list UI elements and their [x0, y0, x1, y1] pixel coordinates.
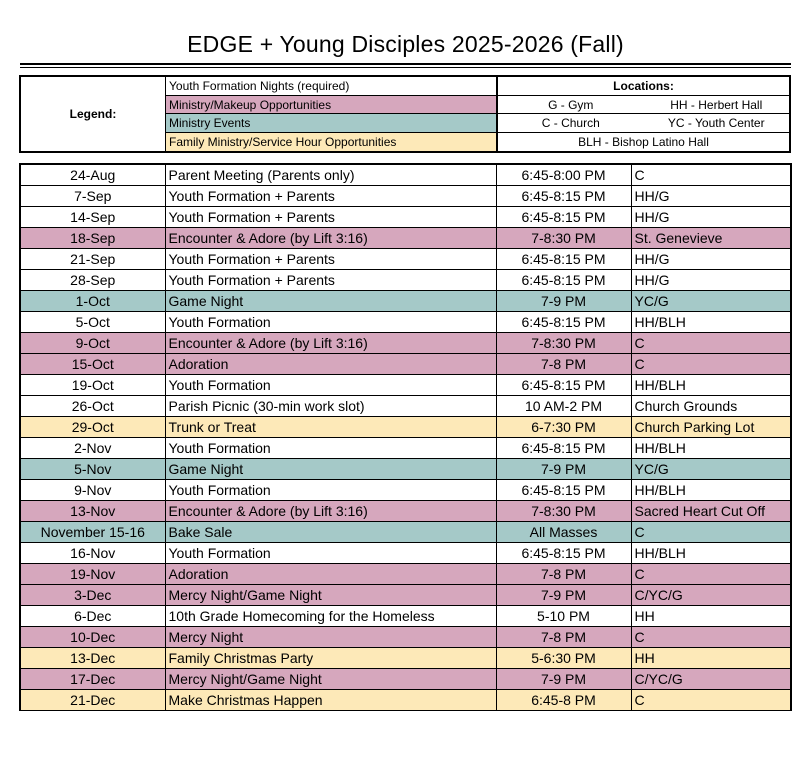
event-time: 7-8 PM [496, 627, 631, 648]
event-name: Adoration [165, 354, 496, 375]
schedule-row [20, 522, 791, 543]
schedule-row [20, 417, 791, 438]
event-location: HH [631, 648, 791, 669]
event-time: 7-8 PM [496, 354, 631, 375]
location-herbert-hall: HH - Herbert Hall [670, 97, 763, 112]
event-location: HH/G [631, 207, 791, 228]
event-location: C [631, 627, 791, 648]
locations-key [498, 77, 789, 151]
event-location: HH/G [631, 270, 791, 291]
schedule-row [20, 249, 791, 270]
event-location: C [631, 522, 791, 543]
schedule-row [20, 585, 791, 606]
event-location: HH/BLH [631, 375, 791, 396]
event-date: 18-Sep [20, 228, 165, 249]
legend-item-ministry: Ministry Events [166, 114, 496, 133]
schedule-row [20, 291, 791, 312]
event-date: 13-Dec [20, 648, 165, 669]
event-date: 5-Oct [20, 312, 165, 333]
event-location: HH [631, 606, 791, 627]
event-time: 6:45-8:15 PM [496, 270, 631, 291]
schedule-row [20, 186, 791, 207]
schedule-row [20, 207, 791, 228]
event-name: Mercy Night/Game Night [165, 585, 496, 606]
event-date: 7-Sep [20, 186, 165, 207]
location-gym: G - Gym [548, 97, 594, 112]
event-time: All Masses [496, 522, 631, 543]
event-date: 19-Nov [20, 564, 165, 585]
event-location: YC/G [631, 459, 791, 480]
event-location: Sacred Heart Cut Off [631, 501, 791, 522]
event-location: HH/BLH [631, 480, 791, 501]
legend-item-family: Family Ministry/Service Hour Opportunities [166, 133, 496, 152]
event-location: HH/BLH [631, 438, 791, 459]
event-name: Game Night [165, 459, 496, 480]
schedule-row [20, 396, 791, 417]
event-date: 5-Nov [20, 459, 165, 480]
event-time: 7-8:30 PM [496, 333, 631, 354]
event-date: 6-Dec [20, 606, 165, 627]
schedule-row [20, 564, 791, 585]
event-location: HH/G [631, 186, 791, 207]
title-rule [20, 63, 791, 65]
event-name: Mercy Night [165, 627, 496, 648]
event-time: 7-9 PM [496, 459, 631, 480]
event-date: 26-Oct [20, 396, 165, 417]
event-time: 7-9 PM [496, 291, 631, 312]
location-bishop-latino-hall: BLH - Bishop Latino Hall [578, 134, 709, 149]
event-name: Adoration [165, 564, 496, 585]
event-name: Youth Formation [165, 480, 496, 501]
event-location: C [631, 354, 791, 375]
schedule-row [20, 648, 791, 669]
schedule-table [19, 163, 792, 711]
event-time: 6:45-8:15 PM [496, 249, 631, 270]
schedule-row [20, 312, 791, 333]
legend-items [166, 77, 498, 151]
event-name: Youth Formation + Parents [165, 249, 496, 270]
schedule-row [20, 438, 791, 459]
event-name: Family Christmas Party [165, 648, 496, 669]
event-date: 17-Dec [20, 669, 165, 690]
location-youth-center: YC - Youth Center [667, 116, 765, 130]
event-location: HH/G [631, 249, 791, 270]
schedule-row [20, 627, 791, 648]
locations-row [498, 114, 789, 133]
event-name: Bake Sale [165, 522, 496, 543]
event-date: 16-Nov [20, 543, 165, 564]
location-church: C - Church [541, 116, 600, 130]
page-title: EDGE + Young Disciples 2025-2026 (Fall) [187, 31, 624, 57]
event-time: 6:45-8:15 PM [496, 480, 631, 501]
event-name: Youth Formation + Parents [165, 207, 496, 228]
event-name: Mercy Night/Game Night [165, 669, 496, 690]
event-time: 6:45-8:15 PM [496, 186, 631, 207]
event-location: St. Genevieve [631, 228, 791, 249]
event-date: 29-Oct [20, 417, 165, 438]
event-date: 21-Sep [20, 249, 165, 270]
event-time: 6:45-8:00 PM [496, 164, 631, 186]
schedule-row [20, 354, 791, 375]
event-name: Game Night [165, 291, 496, 312]
schedule-row [20, 459, 791, 480]
event-name: Youth Formation [165, 438, 496, 459]
event-time: 5-10 PM [496, 606, 631, 627]
schedule-row [20, 375, 791, 396]
event-date: 3-Dec [20, 585, 165, 606]
event-date: 9-Nov [20, 480, 165, 501]
event-date: 14-Sep [20, 207, 165, 228]
event-date: 15-Oct [20, 354, 165, 375]
event-name: Encounter & Adore (by Lift 3:16) [165, 333, 496, 354]
event-location: C/YC/G [631, 585, 791, 606]
locations-row [498, 96, 789, 115]
event-location: Church Grounds [631, 396, 791, 417]
schedule-row [20, 164, 791, 186]
event-name: Encounter & Adore (by Lift 3:16) [165, 228, 496, 249]
locations-title: Locations: [498, 77, 789, 96]
event-location: Church Parking Lot [631, 417, 791, 438]
legend-item-makeup: Ministry/Makeup Opportunities [166, 96, 496, 115]
schedule-row [20, 690, 791, 711]
event-name: 10th Grade Homecoming for the Homeless [165, 606, 496, 627]
event-name: Youth Formation + Parents [165, 186, 496, 207]
schedule-row [20, 480, 791, 501]
event-location: HH/BLH [631, 543, 791, 564]
schedule-row [20, 543, 791, 564]
schedule-row [20, 669, 791, 690]
event-date: 28-Sep [20, 270, 165, 291]
event-date: 2-Nov [20, 438, 165, 459]
event-location: C [631, 164, 791, 186]
event-name: Parish Picnic (30-min work slot) [165, 396, 496, 417]
event-name: Encounter & Adore (by Lift 3:16) [165, 501, 496, 522]
event-time: 7-9 PM [496, 669, 631, 690]
locations-row [498, 133, 789, 152]
schedule-row [20, 228, 791, 249]
event-location: C/YC/G [631, 669, 791, 690]
event-time: 6:45-8 PM [496, 690, 631, 711]
title-rule-thin [20, 67, 791, 68]
event-time: 10 AM-2 PM [496, 396, 631, 417]
legend-label: Legend: [21, 77, 166, 151]
event-time: 5-6:30 PM [496, 648, 631, 669]
event-date: 13-Nov [20, 501, 165, 522]
event-time: 7-8 PM [496, 564, 631, 585]
event-name: Youth Formation [165, 543, 496, 564]
event-name: Parent Meeting (Parents only) [165, 164, 496, 186]
event-location: C [631, 564, 791, 585]
schedule-row [20, 606, 791, 627]
event-location: C [631, 690, 791, 711]
schedule-row [20, 501, 791, 522]
event-date: November 15-16 [20, 522, 165, 543]
event-time: 6:45-8:15 PM [496, 207, 631, 228]
schedule-row [20, 333, 791, 354]
event-date: 9-Oct [20, 333, 165, 354]
event-time: 6:45-8:15 PM [496, 312, 631, 333]
event-name: Youth Formation [165, 312, 496, 333]
schedule-row [20, 270, 791, 291]
event-date: 1-Oct [20, 291, 165, 312]
event-time: 6:45-8:15 PM [496, 543, 631, 564]
event-name: Youth Formation + Parents [165, 270, 496, 291]
event-date: 19-Oct [20, 375, 165, 396]
event-time: 6-7:30 PM [496, 417, 631, 438]
event-name: Make Christmas Happen [165, 690, 496, 711]
event-location: HH/BLH [631, 312, 791, 333]
event-time: 7-9 PM [496, 585, 631, 606]
event-time: 7-8:30 PM [496, 501, 631, 522]
event-date: 24-Aug [20, 164, 165, 186]
event-date: 21-Dec [20, 690, 165, 711]
event-time: 6:45-8:15 PM [496, 375, 631, 396]
legend-box [19, 75, 791, 153]
event-name: Trunk or Treat [165, 417, 496, 438]
event-date: 10-Dec [20, 627, 165, 648]
event-time: 6:45-8:15 PM [496, 438, 631, 459]
legend-item-formation: Youth Formation Nights (required) [166, 77, 496, 96]
event-location: C [631, 333, 791, 354]
event-name: Youth Formation [165, 375, 496, 396]
event-time: 7-8:30 PM [496, 228, 631, 249]
event-location: YC/G [631, 291, 791, 312]
